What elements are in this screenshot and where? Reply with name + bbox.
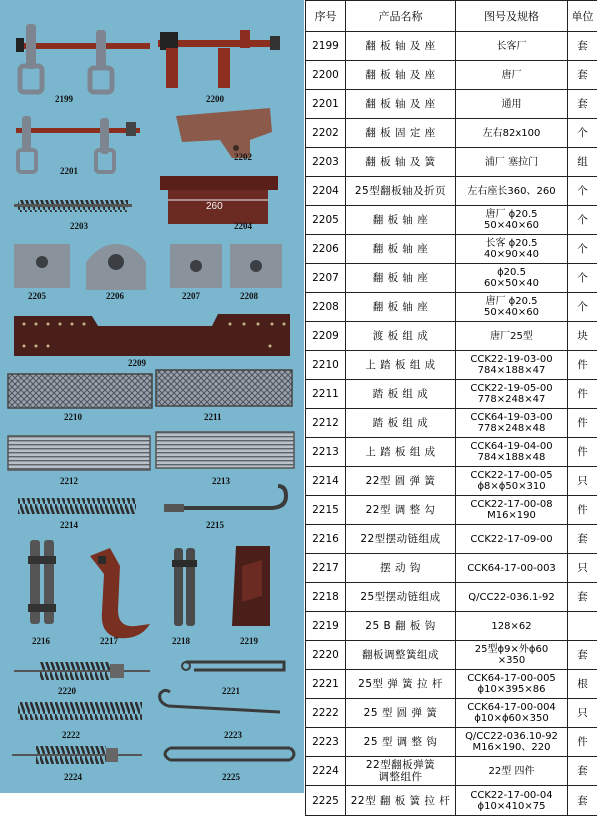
row-number: 2205 [306,206,346,235]
row-number: 2209 [306,322,346,351]
product-name-line: 翻 板 轴 座 [346,301,455,313]
part-2210 [8,374,152,408]
spec-line-1: CCK22-17-09-00 [456,534,567,545]
part-2219 [232,546,270,626]
spec-line-1: CCK22-17-00-08 [456,499,567,510]
product-name-line: 翻 板 轴 及 簧 [346,156,455,168]
row-number: 2218 [306,583,346,612]
spec-line-2: 60×50×40 [456,278,567,289]
product-spec [456,351,568,380]
row-number: 2207 [306,264,346,293]
table-row [306,728,597,757]
table-row [306,206,597,235]
caption-2216: 2216 [32,636,50,646]
row-number: 2199 [306,32,346,61]
header-name: 产品名称 [346,1,456,32]
caption-2223: 2223 [224,730,242,740]
table-row [306,264,597,293]
part-2217 [90,548,150,638]
row-number: 2202 [306,119,346,148]
product-unit: 套 [568,32,597,61]
row-number: 2217 [306,554,346,583]
caption-2213: 2213 [212,476,230,486]
product-unit: 件 [568,409,597,438]
part-2207 [170,244,222,288]
part-2204 [160,176,278,224]
product-unit: 套 [568,61,597,90]
header-spec: 图号及规格 [456,1,568,32]
caption-2221: 2221 [222,686,240,696]
product-name-line: 25 型 调 整 钩 [346,736,455,748]
part-2203 [14,200,132,212]
product-spec [456,670,568,699]
row-number: 2215 [306,496,346,525]
table-row [306,699,597,728]
product-spec [456,525,568,554]
product-name [346,409,456,438]
product-unit: 只 [568,699,597,728]
row-number: 2206 [306,235,346,264]
product-spec [456,119,568,148]
spec-line-1: CCK22-17-00-04 [456,790,567,801]
product-name-line: 25 型 圆 弹 簧 [346,707,455,719]
product-name [346,264,456,293]
caption-2220: 2220 [58,686,76,696]
product-name [346,699,456,728]
spec-line-1: ϕ20.5 [456,267,567,278]
product-name [346,554,456,583]
table-row [306,148,597,177]
row-number: 2208 [306,293,346,322]
spec-line-1: CCK64-19-04-00 [456,441,567,452]
table-row [306,670,597,699]
caption-2225: 2225 [222,772,240,782]
part-2218 [172,548,197,626]
caption-2208: 2208 [240,291,258,301]
product-name-line: 翻 板 轴 座 [346,272,455,284]
table-row [306,380,597,409]
row-number: 2212 [306,409,346,438]
row-number: 2216 [306,525,346,554]
product-spec [456,728,568,757]
spec-line-2: ϕ8×ϕ50×310 [456,481,567,492]
part-2225 [165,748,294,760]
product-name [346,612,456,641]
part-2224 [12,746,142,764]
product-unit: 个 [568,264,597,293]
product-name [346,467,456,496]
spec-line-1: 128×62 [456,621,567,632]
product-unit [568,612,597,641]
part-2222 [18,702,142,720]
product-name [346,525,456,554]
part-2206 [86,244,146,290]
product-spec [456,32,568,61]
spec-line-1: 25型ϕ9×外ϕ60 [456,644,567,655]
spec-line-1: 通用 [456,99,567,110]
product-name-line: 翻板调整簧组成 [346,649,455,661]
product-name [346,293,456,322]
row-number: 2222 [306,699,346,728]
product-name-line: 翻 板 轴 及 座 [346,98,455,110]
product-unit: 件 [568,728,597,757]
product-name-line: 踏 板 组 成 [346,388,455,400]
spec-line-2: 778×248×47 [456,394,567,405]
row-number: 2213 [306,438,346,467]
table-row [306,32,597,61]
table-row [306,757,597,786]
product-name [346,119,456,148]
product-spec [456,148,568,177]
product-name-line: 翻 板 轴 及 座 [346,69,455,81]
spec-line-1: 长客 ϕ20.5 [456,238,567,249]
row-number: 2220 [306,641,346,670]
part-2199 [16,24,150,92]
product-unit: 件 [568,496,597,525]
caption-2209: 2209 [128,358,146,368]
product-unit: 套 [568,786,597,816]
caption-2203: 2203 [70,221,88,231]
product-name [346,32,456,61]
dimension-label-260: 260 [206,201,223,212]
spec-line-1: CCK64-17-00-003 [456,563,567,574]
product-name-line: 25型翻板轴及折页 [346,185,455,197]
product-name [346,728,456,757]
product-name-line: 翻 板 轴 座 [346,243,455,255]
product-spec [456,409,568,438]
table-row [306,467,597,496]
table-row [306,293,597,322]
product-name-line: 25型摆动链组成 [346,591,455,603]
caption-2200: 2200 [206,94,224,104]
table-row [306,438,597,467]
product-name-line: 22型 翻 板 簧 拉 杆 [346,795,455,807]
spec-line-2: 50×40×60 [456,220,567,231]
product-spec [456,641,568,670]
caption-2199: 2199 [55,94,73,104]
table-row [306,409,597,438]
spec-line-1: CCK64-17-00-004 [456,702,567,713]
spec-line-2: 784×188×48 [456,452,567,463]
row-number: 2214 [306,467,346,496]
row-number: 2219 [306,612,346,641]
table-row [306,496,597,525]
product-name [346,583,456,612]
caption-2219: 2219 [240,636,258,646]
caption-2224: 2224 [64,772,82,782]
part-2211 [156,370,292,406]
product-unit: 件 [568,380,597,409]
product-name-line: 上 踏 板 组 成 [346,446,455,458]
product-unit: 件 [568,438,597,467]
table-row [306,351,597,380]
product-name-line: 踏 板 组 成 [346,417,455,429]
product-name [346,148,456,177]
spec-line-2: M16×190 [456,510,567,521]
product-name [346,438,456,467]
product-name-line: 摆 动 钩 [346,562,455,574]
product-spec [456,235,568,264]
row-number: 2200 [306,61,346,90]
product-unit: 套 [568,641,597,670]
product-table [305,0,597,816]
spec-line-1: 唐厂 ϕ20.5 [456,209,567,220]
product-spec [456,206,568,235]
product-spec [456,496,568,525]
caption-2211: 2211 [204,412,222,422]
product-unit: 个 [568,235,597,264]
product-unit: 根 [568,670,597,699]
product-name [346,235,456,264]
product-name-line: 22型 圆 弹 簧 [346,475,455,487]
spec-line-2: M16×190、220 [456,742,567,753]
row-number: 2203 [306,148,346,177]
product-spec [456,699,568,728]
part-2214 [18,498,136,514]
spec-line-1: CCK64-19-03-00 [456,412,567,423]
product-unit: 个 [568,119,597,148]
part-2208 [230,244,282,288]
product-unit: 套 [568,757,597,786]
table-row [306,177,597,206]
spec-line-2: ϕ10×410×75 [456,801,567,812]
product-name-line: 22型翻板弹簧 [346,759,455,771]
product-name [346,322,456,351]
product-unit: 套 [568,90,597,119]
product-name [346,670,456,699]
spec-line-1: CCK22-19-03-00 [456,354,567,365]
part-2209 [14,314,290,356]
spec-line-1: 22型 四件 [456,766,567,777]
product-unit: 套 [568,583,597,612]
table-row [306,525,597,554]
product-name-line: 25型 弹 簧 拉 杆 [346,678,455,690]
spec-line-1: Q/CC22-036.1-92 [456,592,567,603]
product-name-line: 翻 板 轴 及 座 [346,40,455,52]
part-2202 [176,108,272,158]
product-spec [456,554,568,583]
spec-line-2: ϕ10×ϕ60×350 [456,713,567,724]
row-number: 2225 [306,786,346,816]
table-row [306,583,597,612]
product-name [346,206,456,235]
caption-2205: 2205 [28,291,46,301]
product-spec [456,467,568,496]
product-name-line: 上 踏 板 组 成 [346,359,455,371]
product-spec [456,757,568,786]
product-unit: 个 [568,177,597,206]
product-unit: 只 [568,467,597,496]
table-row [306,322,597,351]
spec-line-1: 唐厂25型 [456,331,567,342]
product-name [346,496,456,525]
part-2200 [158,30,280,88]
product-spec [456,61,568,90]
product-name [346,61,456,90]
product-spec [456,90,568,119]
product-illustrations [0,0,304,793]
product-name-line: 调整组件 [346,771,455,783]
part-2221 [182,662,284,670]
spec-line-2: 50×40×60 [456,307,567,318]
product-name-line: 25 B 翻 板 钩 [346,620,455,632]
spec-line-1: CCK22-19-05-00 [456,383,567,394]
product-name [346,757,456,786]
product-spec [456,380,568,409]
product-name-line: 翻 板 轴 座 [346,214,455,226]
table-row [306,554,597,583]
table-row [306,61,597,90]
spec-line-1: 唐厂 [456,70,567,81]
caption-2201: 2201 [60,166,78,176]
product-name [346,786,456,816]
caption-2202: 2202 [234,152,252,162]
product-unit: 个 [568,293,597,322]
product-spec [456,583,568,612]
table-row [306,90,597,119]
table-row [306,612,597,641]
product-spec [456,322,568,351]
spec-line-2: 784×188×47 [456,365,567,376]
part-2213 [156,432,294,468]
table-row [306,786,597,816]
product-unit: 套 [568,525,597,554]
caption-2207: 2207 [182,291,200,301]
part-2212 [8,436,150,470]
part-2220 [14,662,150,680]
product-unit: 只 [568,554,597,583]
product-spec [456,293,568,322]
part-2201 [16,116,140,172]
product-unit: 块 [568,322,597,351]
spec-line-1: 左右座长360、260 [456,186,567,197]
row-number: 2201 [306,90,346,119]
spec-line-1: CCK22-17-00-05 [456,470,567,481]
part-2223 [160,690,280,712]
product-name [346,641,456,670]
row-number: 2204 [306,177,346,206]
table-row [306,119,597,148]
spec-line-1: 浦厂 塞拉门 [456,157,567,168]
product-unit: 组 [568,148,597,177]
product-unit: 个 [568,206,597,235]
row-number: 2224 [306,757,346,786]
spec-line-2: ϕ10×395×86 [456,684,567,695]
part-2205 [14,244,70,288]
part-2216 [28,540,56,624]
product-unit: 件 [568,351,597,380]
table-row [306,641,597,670]
part-2215 [164,486,286,512]
product-name-line: 翻 板 固 定 座 [346,127,455,139]
row-number: 2211 [306,380,346,409]
header-no: 序号 [306,1,346,32]
spec-line-2: 778×248×48 [456,423,567,434]
product-photo-panel [0,0,304,793]
caption-2217: 2217 [100,636,118,646]
product-name [346,380,456,409]
product-spec [456,786,568,816]
spec-line-2: ×350 [456,655,567,666]
product-spec [456,177,568,206]
spec-line-1: Q/CC22-036.10-92 [456,731,567,742]
product-name-line: 22型 调 整 勾 [346,504,455,516]
product-spec [456,264,568,293]
spec-line-1: 左右82x100 [456,128,567,139]
spec-line-1: CCK64-17-00-005 [456,673,567,684]
caption-2210: 2210 [64,412,82,422]
product-spec [456,612,568,641]
product-name [346,90,456,119]
table-row [306,235,597,264]
caption-2206: 2206 [106,291,124,301]
caption-2222: 2222 [62,730,80,740]
spec-line-1: 长客厂 [456,41,567,52]
table-header-row [306,1,597,32]
product-spec [456,438,568,467]
product-name [346,351,456,380]
spec-line-2: 40×90×40 [456,249,567,260]
product-name [346,177,456,206]
product-table-container [305,0,597,793]
row-number: 2210 [306,351,346,380]
caption-2215: 2215 [206,520,224,530]
caption-2212: 2212 [60,476,78,486]
spec-line-1: 唐厂 ϕ20.5 [456,296,567,307]
header-unit: 单位 [568,1,597,32]
caption-2214: 2214 [60,520,78,530]
caption-2204: 2204 [234,221,252,231]
product-name-line: 渡 板 组 成 [346,330,455,342]
table-body [306,32,597,816]
row-number: 2223 [306,728,346,757]
row-number: 2221 [306,670,346,699]
product-name-line: 22型摆动链组成 [346,533,455,545]
caption-2218: 2218 [172,636,190,646]
